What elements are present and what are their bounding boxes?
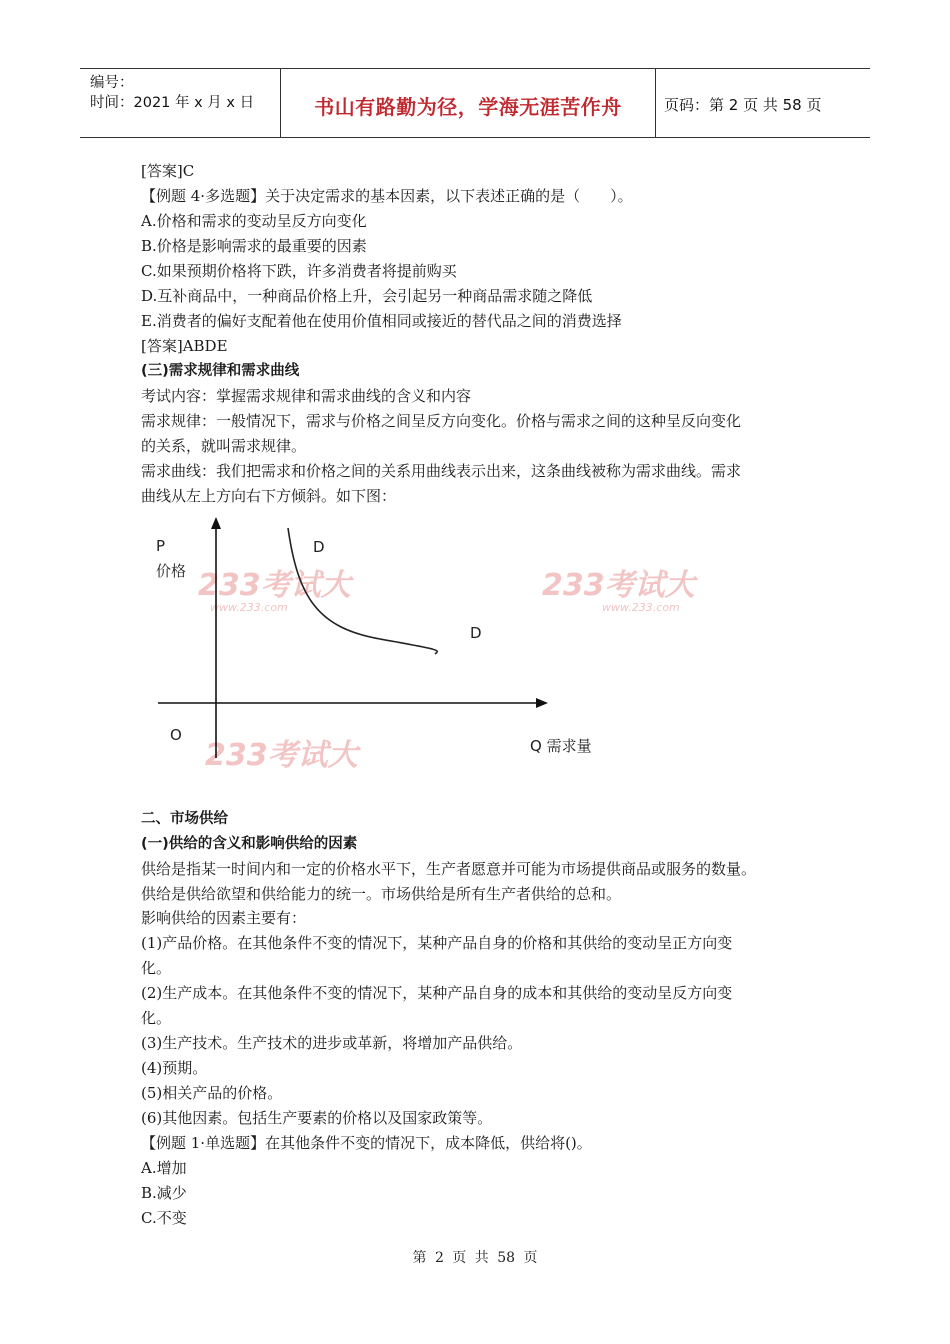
demand-curve-figure bbox=[150, 513, 695, 773]
section-heading: (三)需求规律和需求曲线 bbox=[141, 363, 300, 379]
list-item: (6)其他因素。包括生产要素的价格以及国家政策等。 bbox=[141, 1109, 493, 1127]
option-d: D.互补商品中，一种商品价格上升，会引起另一种商品需求随之降低 bbox=[141, 287, 593, 305]
list-item: (3)生产技术。生产技术的进步或革新，将增加产品供给。 bbox=[141, 1034, 523, 1052]
watermark-text: 233考试大 bbox=[198, 568, 351, 603]
chapter-heading: 二、市场供给 bbox=[141, 811, 228, 827]
option-a: A.价格和需求的变动呈反方向变化 bbox=[141, 212, 367, 230]
header-page-info: 页码：第 2 页 共 58 页 bbox=[664, 96, 822, 114]
paragraph-line: 考试内容：掌握需求规律和需求曲线的含义和内容 bbox=[141, 387, 472, 405]
paragraph-line: 需求规律：一般情况下，需求与价格之间呈反方向变化。价格与需求之间的这种呈反向变化 bbox=[141, 412, 742, 430]
watermark-url: www.233.com bbox=[602, 601, 680, 614]
watermark-logo bbox=[198, 568, 699, 773]
x-axis-label: Q 需求量 bbox=[530, 737, 592, 755]
list-item-continuation: 化。 bbox=[141, 959, 172, 977]
paragraph-line: 需求曲线：我们把需求和价格之间的关系用曲线表示出来，这条曲线被称为需求曲线。需求 bbox=[141, 462, 742, 480]
paragraph-line: 的关系，就叫需求规律。 bbox=[141, 437, 307, 455]
curve-label-bottom: D bbox=[470, 624, 482, 642]
option-e: E.消费者的偏好支配着他在使用价值相同或接近的替代品之间的消费选择 bbox=[141, 312, 622, 330]
y-axis-symbol: P bbox=[156, 537, 166, 555]
y-axis-arrow bbox=[211, 517, 221, 529]
paragraph-line: 供给是供给欲望和供给能力的统一。市场供给是所有生产者供给的总和。 bbox=[141, 885, 622, 903]
page-footer: 第 2 页 共 58 页 bbox=[412, 1250, 538, 1266]
page-header bbox=[80, 68, 870, 138]
list-item: (1)产品价格。在其他条件不变的情况下，某种产品自身的价格和其供给的变动呈正方向变 bbox=[141, 934, 733, 952]
curve-label-top: D bbox=[313, 538, 325, 556]
list-item: (2)生产成本。在其他条件不变的情况下，某种产品自身的成本和其供给的变动呈反方向变 bbox=[141, 984, 733, 1002]
option-a: A.增加 bbox=[141, 1159, 187, 1177]
answer-line: [答案]ABDE bbox=[141, 337, 228, 355]
paragraph-line: 曲线从左上方向右下方倾斜。如下图： bbox=[141, 487, 397, 505]
question-stem: 【例题 1·单选题】在其他条件不变的情况下，成本降低，供给将()。 bbox=[141, 1134, 592, 1152]
x-axis-arrow bbox=[536, 698, 548, 708]
option-c: C.不变 bbox=[141, 1209, 187, 1227]
watermark-text: 233考试大 bbox=[205, 738, 358, 773]
demand-curve-svg bbox=[150, 513, 695, 773]
origin-label: O bbox=[170, 726, 182, 744]
header-motto: 书山有路勤为径，学海无涯苦作舟 bbox=[314, 95, 622, 119]
watermark-url: www.233.com bbox=[210, 601, 288, 614]
answer-line: [答案]C bbox=[141, 162, 195, 180]
option-c: C.如果预期价格将下跌，许多消费者将提前购买 bbox=[141, 262, 457, 280]
list-item-continuation: 化。 bbox=[141, 1009, 172, 1027]
header-center-cell bbox=[280, 69, 656, 137]
paragraph-line: 供给是指某一时间内和一定的价格水平下，生产者愿意并可能为市场提供商品或服务的数量。 bbox=[141, 860, 757, 878]
y-axis-label: 价格 bbox=[156, 562, 187, 580]
header-left-cell bbox=[80, 69, 280, 137]
option-b: B.减少 bbox=[141, 1184, 187, 1202]
option-b: B.价格是影响需求的最重要的因素 bbox=[141, 237, 367, 255]
document-date: 时间：2021 年 x 月 x 日 bbox=[90, 95, 255, 111]
watermark-text: 233考试大 bbox=[542, 568, 695, 603]
paragraph-line: 影响供给的因素主要有： bbox=[141, 909, 307, 927]
header-right-cell bbox=[656, 69, 870, 137]
question-stem: 【例题 4·多选题】关于决定需求的基本因素，以下表述正确的是（ ）。 bbox=[141, 187, 633, 205]
list-item: (5)相关产品的价格。 bbox=[141, 1084, 283, 1102]
document-number-label: 编号： bbox=[90, 75, 134, 91]
list-item: (4)预期。 bbox=[141, 1059, 208, 1077]
section-heading: (一)供给的含义和影响供给的因素 bbox=[141, 836, 358, 852]
